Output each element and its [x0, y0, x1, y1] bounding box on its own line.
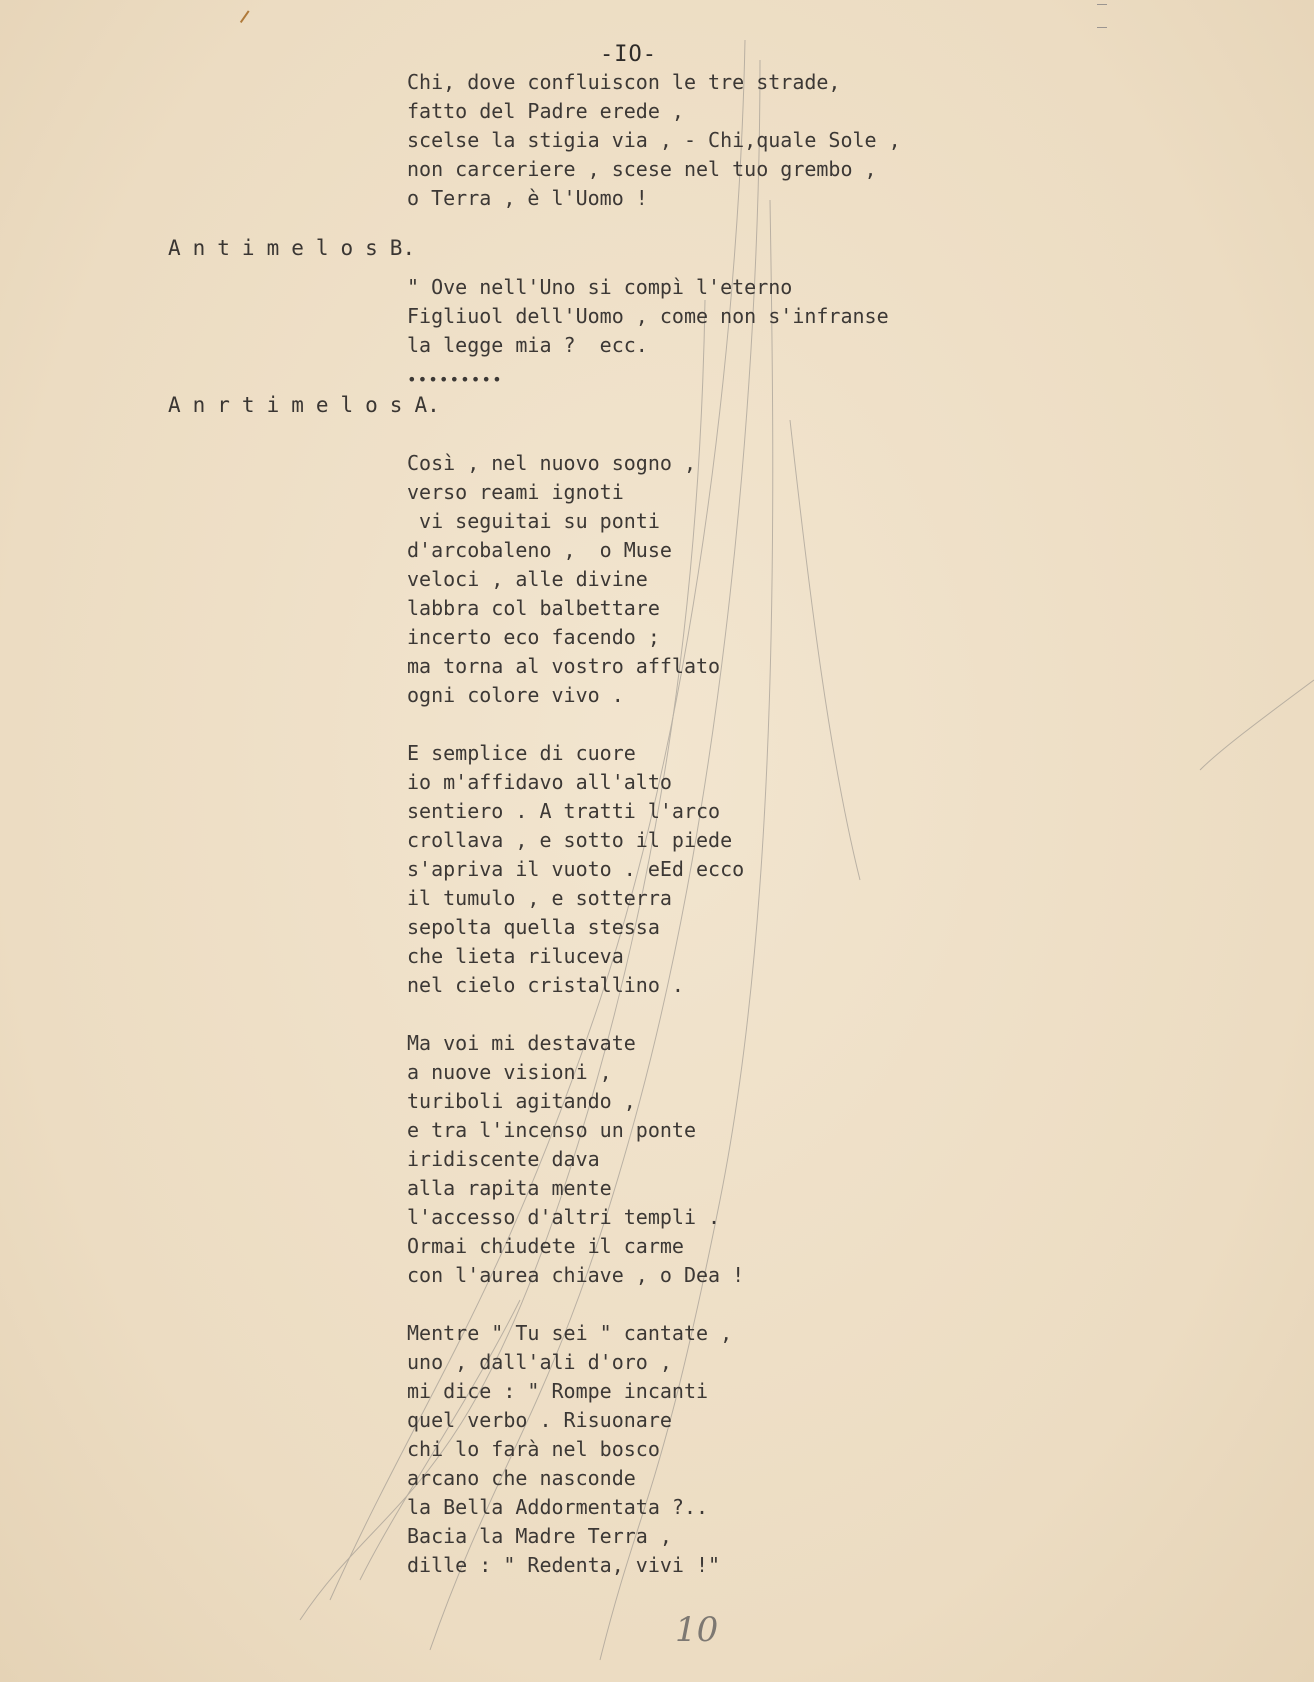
verse-line: d'arcobaleno , o Muse: [407, 538, 672, 562]
verse-line: con l'aurea chiave , o Dea !: [407, 1263, 745, 1287]
verse-line: a nuove visioni ,: [407, 1060, 612, 1084]
verse-line: Figliuol dell'Uomo , come non s'infranse: [407, 304, 889, 328]
stain-mark: [240, 10, 256, 27]
verse-line: fatto del Padre erede ,: [407, 99, 684, 123]
verse-line: E semplice di cuore: [407, 741, 636, 765]
speaker-heading-a: [168, 393, 440, 417]
verse-line: ma torna al vostro afflato: [407, 654, 721, 678]
verse-line: labbra col balbettare: [407, 596, 660, 620]
verse-line: verso reami ignoti: [407, 480, 624, 504]
verse-line: la Bella Addormentata ?..: [407, 1495, 709, 1519]
verse-line: chi lo farà nel bosco: [407, 1437, 660, 1461]
verse-line: scelse la stigia via , - Chi,quale Sole ,: [407, 128, 901, 152]
verse-line: sepolta quella stessa: [407, 915, 660, 939]
verse-line: iridiscente dava: [407, 1147, 600, 1171]
verse-line: Bacia la Madre Terra ,: [407, 1524, 672, 1548]
verse-line: il tumulo , e sotterra: [407, 886, 672, 910]
verse-line: uno , dall'ali d'oro ,: [407, 1350, 672, 1374]
verse-line: arcano che nasconde: [407, 1466, 636, 1490]
verse-line: incerto eco facendo ;: [407, 625, 660, 649]
verse-line: Così , nel nuovo sogno ,: [407, 451, 696, 475]
verse-line: alla rapita mente: [407, 1176, 612, 1200]
verse-line: turiboli agitando ,: [407, 1089, 636, 1113]
ellipsis-dots: •••••••••: [407, 370, 503, 389]
page-number: -IO-: [600, 42, 657, 67]
verse-line: dille : " Redenta, vivi !": [407, 1553, 721, 1577]
verse-line: Ma voi mi destavate: [407, 1031, 636, 1055]
stanza-3: [407, 1029, 744, 1290]
stanza-2: [407, 739, 744, 1000]
stanza-4: [407, 1319, 732, 1580]
verse-line: sentiero . A tratti l'arco: [407, 799, 721, 823]
verse-line: Mentre " Tu sei " cantate ,: [407, 1321, 733, 1345]
verse-line: che lieta riluceva: [407, 944, 624, 968]
heading-suffix: A.: [414, 393, 440, 417]
heading-suffix: B.: [389, 236, 416, 260]
verse-line: non carceriere , scese nel tuo grembo ,: [407, 157, 877, 181]
verse-line: veloci , alle divine: [407, 567, 648, 591]
heading-name: Antimelos: [168, 236, 390, 260]
verse-line: ogni colore vivo .: [407, 683, 624, 707]
edge-ticks: [1097, 4, 1107, 28]
verse-line: Chi, dove confluiscon le tre strade,: [407, 70, 841, 94]
b-stanza: [407, 273, 889, 360]
verse-line: s'apriva il vuoto . eEd ecco: [407, 857, 745, 881]
verse-line: e tra l'incenso un ponte: [407, 1118, 696, 1142]
verse-line: crollava , e sotto il piede: [407, 828, 733, 852]
verse-line: nel cielo cristallino .: [407, 973, 684, 997]
verse-line: la legge mia ? ecc.: [407, 333, 648, 357]
verse-line: vi seguitai su ponti: [407, 509, 660, 533]
speaker-heading-b: [168, 236, 415, 260]
verse-line: l'accesso d'altri templi .: [407, 1205, 721, 1229]
opening-stanza: [407, 68, 901, 213]
stanza-1: [407, 449, 720, 710]
heading-name: Anrtimelos: [168, 393, 415, 417]
handwritten-page-number: 10: [675, 1610, 719, 1650]
verse-line: Ormai chiudete il carme: [407, 1234, 684, 1258]
verse-line: o Terra , è l'Uomo !: [407, 186, 648, 210]
verse-line: mi dice : " Rompe incanti: [407, 1379, 709, 1403]
verse-line: io m'affidavo all'alto: [407, 770, 672, 794]
verse-line: " Ove nell'Uno si compì l'eterno: [407, 275, 793, 299]
verse-line: quel verbo . Risuonare: [407, 1408, 672, 1432]
